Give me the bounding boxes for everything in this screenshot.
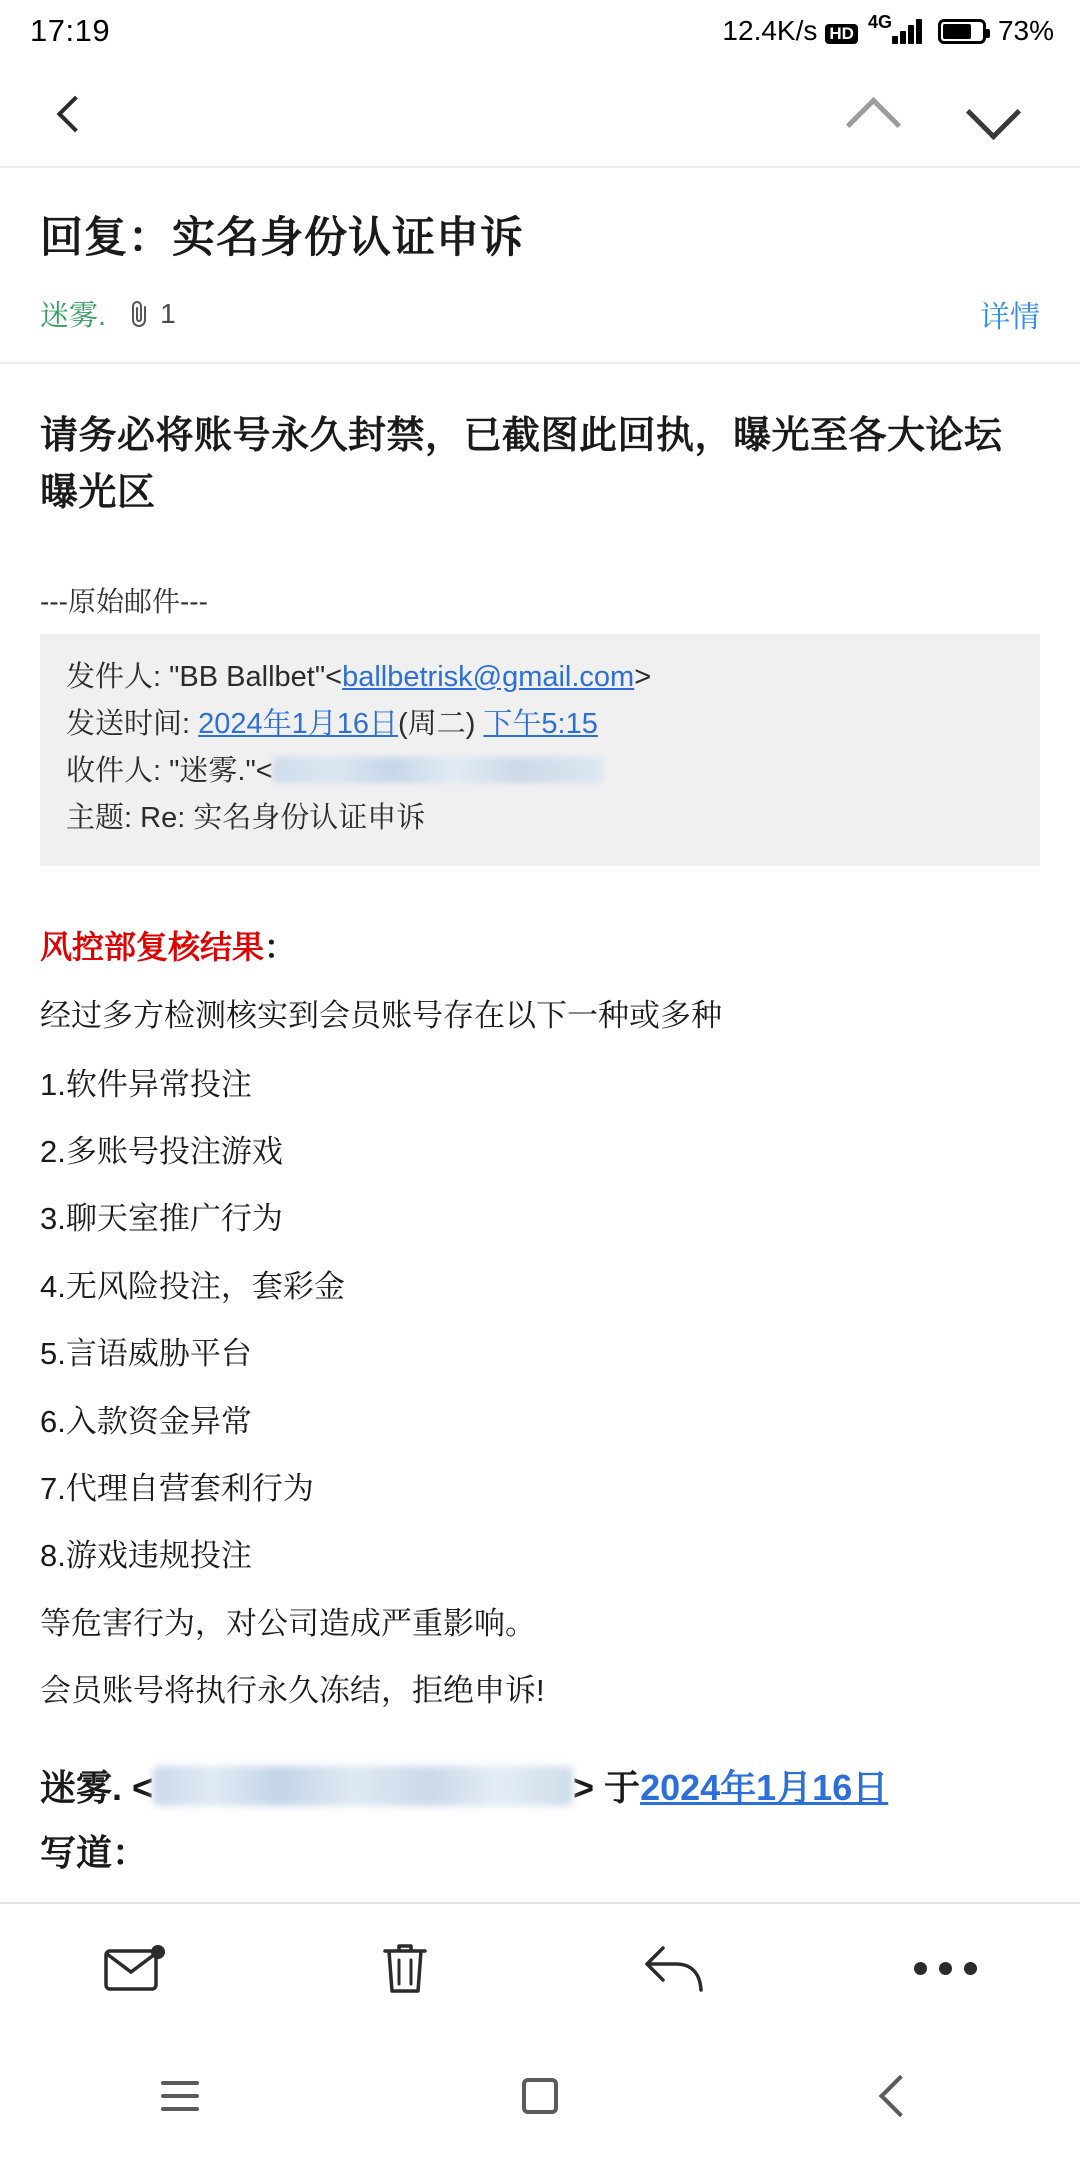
from-label: 发件人: bbox=[66, 660, 162, 693]
quote-date[interactable]: 2024年1月16日 bbox=[640, 1767, 889, 1809]
mail-body bbox=[0, 364, 1080, 1902]
details-link[interactable]: 详情 bbox=[980, 300, 1040, 334]
battery-icon bbox=[938, 19, 986, 44]
mail-meta-row bbox=[40, 292, 1040, 362]
list-item: 6.入款资金异常 bbox=[40, 1403, 252, 1439]
page-title: 回复：实名身份认证申诉 bbox=[40, 214, 524, 262]
date-value[interactable]: 2024年1月16日 bbox=[198, 707, 399, 740]
sender-name[interactable]: 迷雾. bbox=[40, 300, 107, 333]
list-item: 4.无风险投注，套彩金 bbox=[40, 1268, 345, 1304]
redacted-email-address bbox=[273, 757, 603, 783]
quote-prefix: 迷雾. < bbox=[40, 1767, 154, 1809]
paperclip-icon bbox=[126, 299, 152, 329]
risk-result-title-text: 风控部复核结果 bbox=[40, 928, 265, 965]
original-from-line bbox=[66, 654, 1014, 701]
list-item: 1.软件异常投注 bbox=[40, 1066, 252, 1102]
list-item: 2.多账号投注游戏 bbox=[40, 1133, 283, 1169]
from-email-link[interactable]: ballbetrisk@gmail.com bbox=[342, 660, 635, 693]
list-item: 5.言语威胁平台 bbox=[40, 1336, 252, 1372]
subject-value: Re: 实名身份认证申诉 bbox=[140, 801, 426, 834]
menu-icon[interactable] bbox=[120, 2056, 240, 2136]
attachment-count: 1 bbox=[160, 297, 176, 329]
chevron-down-icon[interactable] bbox=[950, 71, 1036, 157]
attachment-indicator[interactable] bbox=[126, 298, 176, 330]
more-button[interactable] bbox=[885, 1923, 1005, 2013]
date-weekday: (周二) bbox=[398, 707, 476, 740]
closing-line-2: 会员账号将执行永久冻结，拒绝申诉! bbox=[40, 1673, 545, 1709]
more-icon bbox=[914, 1962, 977, 1975]
hd-icon: HD bbox=[825, 24, 858, 45]
home-square-icon[interactable] bbox=[480, 2056, 600, 2136]
original-to-line bbox=[66, 748, 1014, 795]
original-mail-box bbox=[40, 634, 1040, 866]
network-speed: 12.4K/s bbox=[722, 15, 818, 46]
status-time: 17:19 bbox=[30, 13, 111, 48]
to-value: "迷雾."< bbox=[169, 754, 273, 787]
signal-bars-icon bbox=[892, 18, 922, 44]
quote-suffix: > 于 bbox=[573, 1767, 641, 1809]
quoted-message-clipped-line: 写道： bbox=[40, 1832, 149, 1874]
closing-line-1: 等危害行为，对公司造成严重影响。 bbox=[40, 1605, 536, 1641]
from-suffix: > bbox=[634, 660, 652, 693]
mark-unread-button[interactable] bbox=[75, 1923, 195, 2013]
network-type-icon: 4G bbox=[867, 11, 892, 32]
subject-label: 主题: bbox=[66, 801, 133, 834]
status-indicators bbox=[722, 11, 1054, 47]
list-item: 3.聊天室推广行为 bbox=[40, 1201, 283, 1237]
list-item: 8.游戏违规投注 bbox=[40, 1538, 252, 1574]
action-bar bbox=[0, 1902, 1080, 2032]
lead-paragraph: 请务必将账号永久封禁，已截图此回执，曝光至各大论坛曝光区 bbox=[40, 414, 1003, 514]
risk-result-title bbox=[40, 922, 1040, 968]
to-label: 收件人: bbox=[66, 754, 162, 787]
top-nav-bar bbox=[0, 62, 1080, 168]
original-subject-line bbox=[66, 795, 1014, 842]
unread-dot bbox=[151, 1945, 165, 1959]
delete-button[interactable] bbox=[345, 1923, 465, 2013]
quoted-message-header bbox=[40, 1760, 1040, 1811]
redacted-quote-address bbox=[153, 1766, 573, 1806]
date-time[interactable]: 下午5:15 bbox=[483, 707, 598, 740]
battery-percent: 73% bbox=[997, 15, 1054, 46]
mail-header bbox=[0, 168, 1080, 364]
risk-result-title-colon: ： bbox=[264, 928, 297, 965]
chevron-up-icon[interactable] bbox=[830, 71, 916, 157]
original-mail-label: ---原始邮件--- bbox=[40, 585, 208, 617]
system-navigation-bar bbox=[0, 2032, 1080, 2160]
chevron-left-icon[interactable] bbox=[44, 87, 98, 141]
back-icon[interactable] bbox=[840, 2056, 960, 2136]
date-label: 发送时间: bbox=[66, 707, 191, 740]
status-bar bbox=[0, 0, 1080, 62]
risk-intro-paragraph: 经过多方检测核实到会员账号存在以下一种或多种 bbox=[40, 997, 722, 1033]
list-item: 7.代理自营套利行为 bbox=[40, 1470, 314, 1506]
original-date-line bbox=[66, 701, 1014, 748]
from-prefix: "BB Ballbet"< bbox=[169, 660, 343, 693]
reply-button[interactable] bbox=[615, 1923, 735, 2013]
